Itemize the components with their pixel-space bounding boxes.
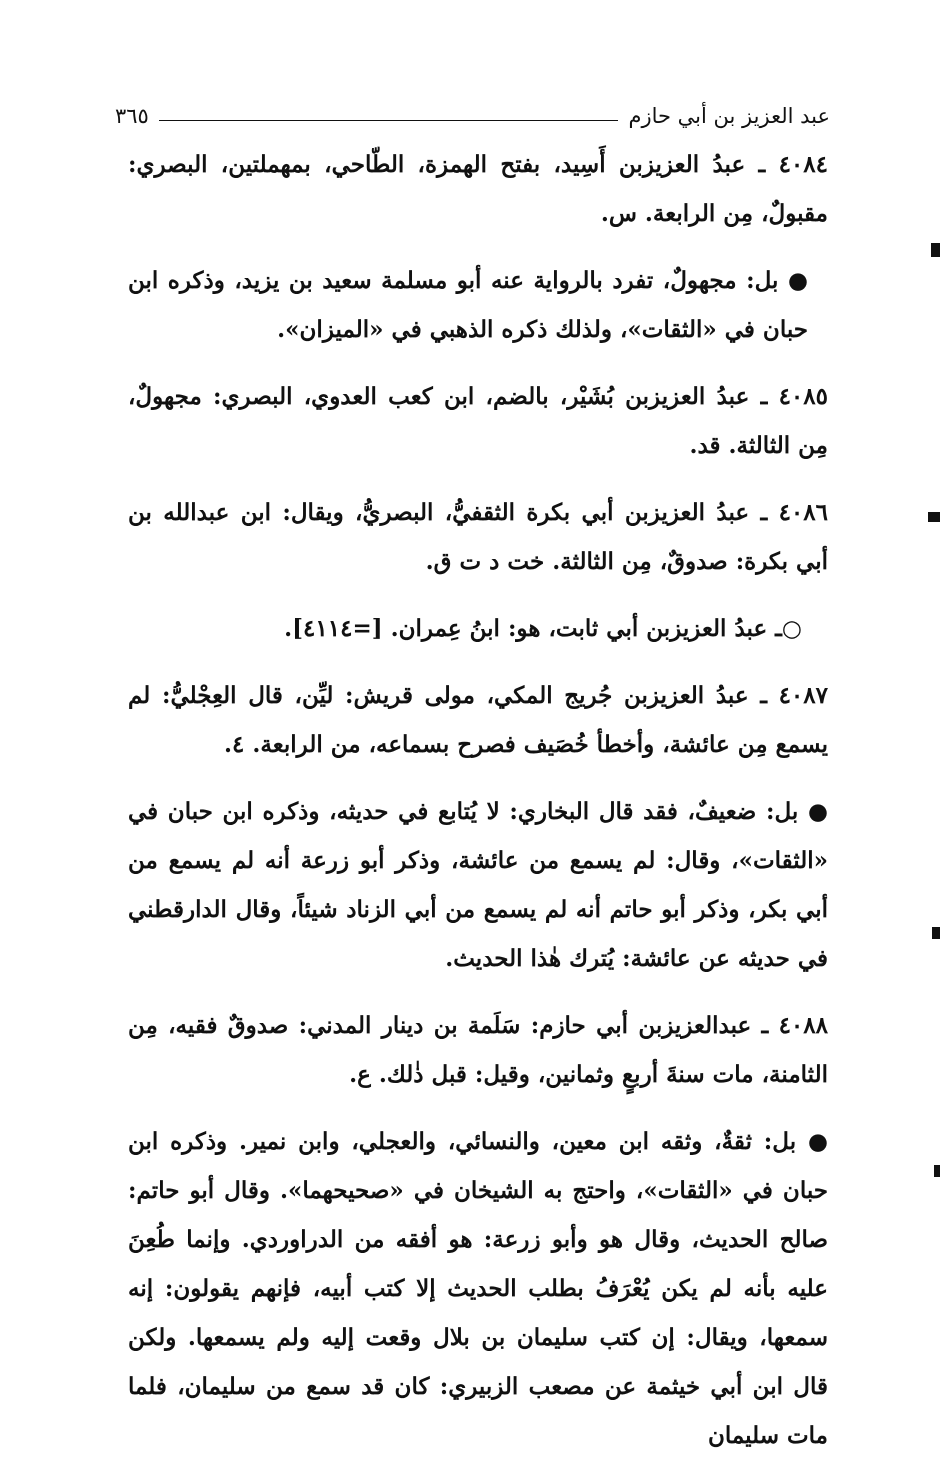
scan-margin-mark [928, 512, 940, 522]
scan-margin-mark [934, 1165, 940, 1177]
entry-4088: ٤٠٨٨ ـ عبدالعزيزبن أبي حازم: سَلَمة بن دينار المدني: صدوقٌ فقيه، مِن الثامنة، مات سنةَ أربعٍ وثمانين، وقيل: قبل ذٰلك. ع. [128, 1012, 828, 1088]
entry-4085: ٤٠٨٥ ـ عبدُ العزيزبن بُشَيْر، بالضم، ابن كعب العدوي، البصري: مجهولٌ، مِن الثالثة. قد. [128, 383, 828, 459]
comment-4088: ● بل: ثقةٌ، وثقه ابن معين، والنسائي، والعجلي، وابن نمير. وذكره ابن حبان في «الثقات»، واحتج به الشيخان في «صحيحهما». وقال أبو حاتم: صالح الحديث، وقال هو وأبو زرعة: هو أفقه من الدراوردي. وإنما طُعِنَ عليه بأنه لم يكن يُعْرَفُ بطلب الحديث إلا كتب أبيه، فإنهم يقولون: إنه سمعها، ويقال: إن كتب سليمان بن بلال وقعت إليه ولم يسمعها. ولكن قال ابن أبي خيثمة عن مصعب الزبيري: كان قد سمع من سليمان، فلما مات سليمان [128, 1128, 829, 1449]
entry-4086: ٤٠٨٦ ـ عبدُ العزيزبن أبي بكرة الثقفيُّ، البصريُّ، ويقال: ابن عبدالله بن أبي بكرة: صدوقٌ، مِن الثالثة. خت د ت ق. [128, 499, 828, 575]
entry-4087: ٤٠٨٧ ـ عبدُ العزيزبن جُريج المكي، مولى قريش: ليِّن، قال العِجْليُّ: لم يسمع مِن عائشة، وأخطأ خُصَيف فصرح بسماعه، من الرابعة. ٤. [128, 682, 828, 758]
scan-margin-mark [932, 927, 940, 939]
header-rule [159, 120, 619, 121]
cross-reference-entry: ○ـ عبدُ العزيزبن أبي ثابت، هو: ابنُ عِمران. [=٤١١٤]. [284, 615, 802, 642]
page-body [128, 140, 828, 1478]
running-title: عبد العزيز بن أبي حازم [628, 104, 830, 128]
page-header [115, 92, 830, 128]
comment-4084: ● بل: مجهولٌ، تفرد بالرواية عنه أبو مسلمة سعيد بن يزيد، وذكره ابن حبان في «الثقات»، ولذلك ذكره الذهبي في «الميزان». [128, 267, 808, 343]
comment-4087: ● بل: ضعيفٌ، فقد قال البخاري: لا يُتابع في حديثه، وذكره ابن حبان في «الثقات»، وقال: لم يسمع من عائشة، وذكر أبو زرعة أنه لم يسمع من أبي بكر، وذكر أبو حاتم أنه لم يسمع من أبي الزناد شيئاً، وقال الدارقطني في حديثه عن عائشة: يُترك هٰذا الحديث. [128, 798, 828, 972]
scan-margin-mark [931, 243, 940, 257]
entry-4084: ٤٠٨٤ ـ عبدُ العزيزبن أَسِيد، بفتح الهمزة، الطّاحي، بمهملتين، البصري: مقبولٌ، مِن الرابعة. س. [128, 151, 828, 227]
page-number: ٣٦٥ [115, 104, 149, 128]
